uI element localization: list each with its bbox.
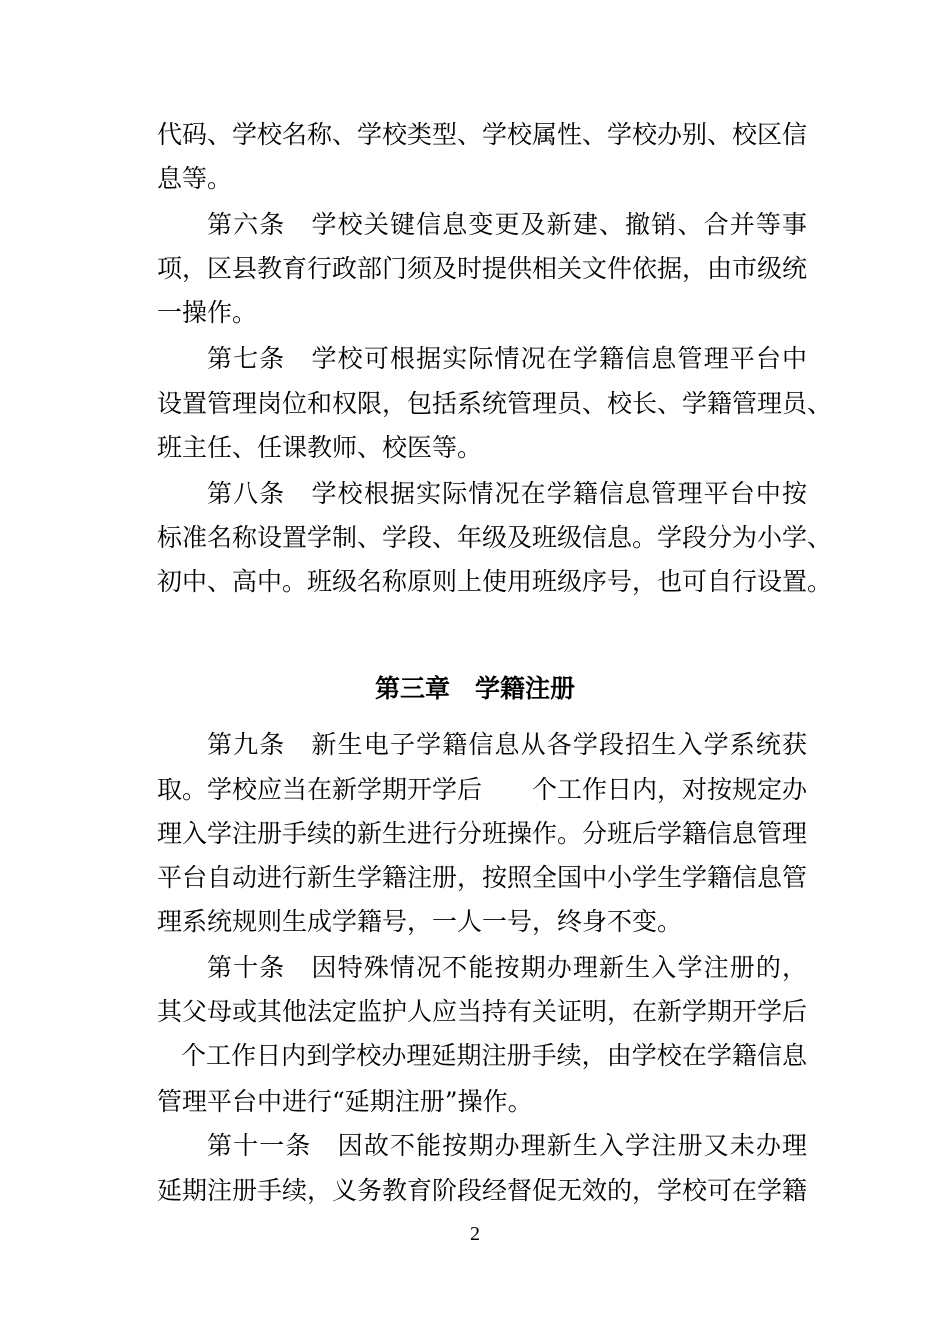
- text-line: 平台自动进行新生学籍注册，按照全国中小学生学籍信息管: [157, 863, 808, 892]
- text-line: 代码、学校名称、学校类型、学校属性、学校办别、校区信: [157, 120, 808, 149]
- text-line: 标准名称设置学制、学段、年级及班级信息。学段分为小学、: [157, 523, 833, 552]
- text-line: 项，区县教育行政部门须及时提供相关文件依据，由市级统: [157, 254, 808, 283]
- text-line: 延期注册手续，义务教育阶段经督促无效的，学校可在学籍: [157, 1176, 808, 1205]
- text-line: 个工作日内到学校办理延期注册手续，由学校在学籍信息: [181, 1041, 807, 1070]
- text-line: 一操作。: [157, 298, 258, 327]
- text-line: 设置管理岗位和权限，包括系统管理员、校长、学籍管理员、: [157, 389, 833, 418]
- text-line: 第十一条 因故不能按期办理新生入学注册又未办理: [207, 1131, 807, 1160]
- text-line: 其父母或其他法定监护人应当持有关证明，在新学期开学后: [157, 997, 808, 1026]
- text-line: 第九条 新生电子学籍信息从各学段招生入学系统获: [207, 730, 807, 759]
- text-line: 息等。: [157, 164, 233, 193]
- text-line: 第六条 学校关键信息变更及新建、撤销、合并等事: [207, 210, 807, 239]
- page-number: 2: [470, 1223, 480, 1245]
- text-line: 班主任、任课教师、校医等。: [157, 433, 483, 462]
- text-line: 理入学注册手续的新生进行分班操作。分班后学籍信息管理: [157, 819, 808, 848]
- chapter-heading: 第三章 学籍注册: [374, 674, 575, 703]
- text-line: 第七条 学校可根据实际情况在学籍信息管理平台中: [207, 344, 807, 373]
- text-line: 初中、高中。班级名称原则上使用班级序号，也可自行设置。: [157, 567, 833, 596]
- text-line: 第十条 因特殊情况不能按期办理新生入学注册的，: [207, 953, 807, 982]
- text-line: 取。学校应当在新学期开学后 个工作日内，对按规定办: [157, 775, 808, 804]
- text-line: 管理平台中进行“延期注册”操作。: [157, 1087, 533, 1116]
- text-line: 理系统规则生成学籍号，一人一号，终身不变。: [157, 907, 683, 936]
- text-line: 第八条 学校根据实际情况在学籍信息管理平台中按: [207, 479, 807, 508]
